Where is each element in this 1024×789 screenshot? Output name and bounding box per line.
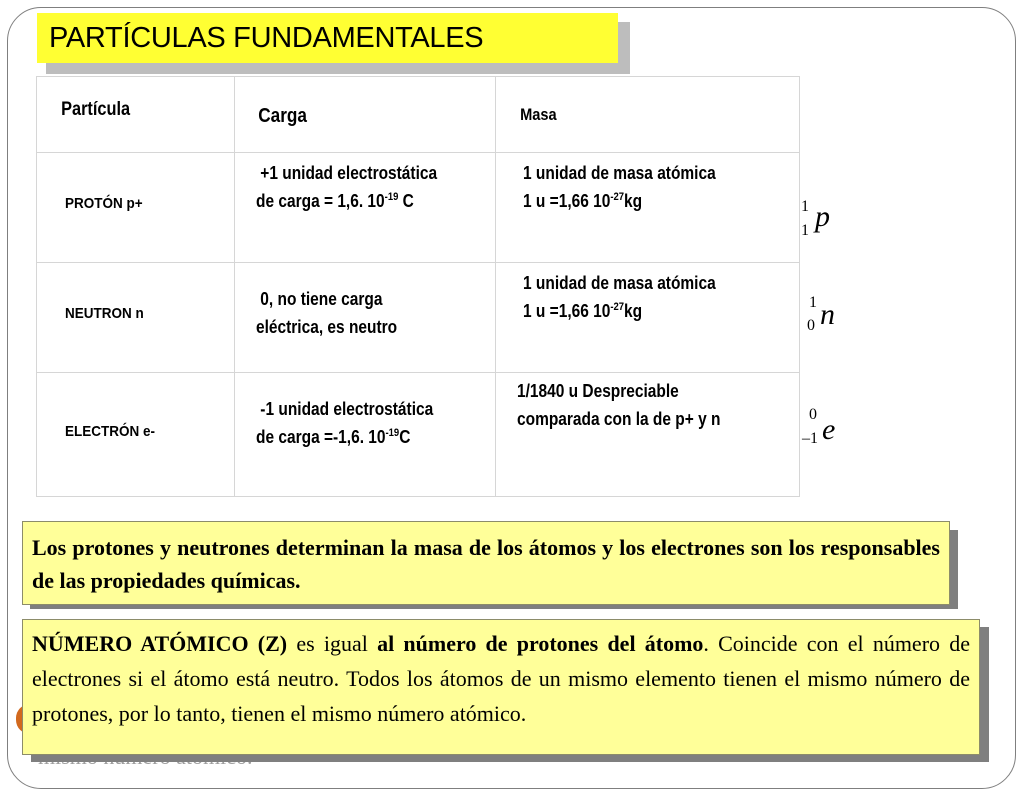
- definition-text: NÚMERO ATÓMICO (Z) es igual al número de protones del átomo. Coincide con el número de electrones si el átomo está neutro. Todos los átomos de un mismo elemento tienen el mismo número de protones, por lo tanto, tienen el mismo número atómico.: [32, 631, 971, 726]
- nuclide-proton-symbol: p: [815, 200, 830, 233]
- definition-term: NÚMERO ATÓMICO (Z): [32, 631, 288, 656]
- charge-line1-neutron: 0, no tiene carga: [260, 289, 383, 309]
- nuclide-proton-atomic-number: 1: [801, 222, 809, 239]
- nuclide-electron-mass-number: 0: [809, 406, 817, 423]
- particle-name-proton: PROTÓN p+: [65, 195, 143, 212]
- table-header-row: [37, 77, 800, 153]
- nuclide-neutron-mass-number: 1: [809, 294, 817, 311]
- title-box: [37, 13, 618, 63]
- charge-line2-neutron: eléctrica, es neutro: [256, 317, 398, 337]
- nuclide-proton-mass-number: 1: [801, 198, 809, 215]
- mass-line1-neutron: 1 unidad de masa atómica: [523, 273, 716, 293]
- nuclide-neutron-atomic-number: 0: [807, 317, 815, 334]
- charge-line1-proton: +1 unidad electrostática: [260, 163, 438, 183]
- note-box: [22, 521, 950, 605]
- nuclide-electron-symbol: e: [822, 413, 836, 446]
- charge-line1-electron: -1 unidad electrostática: [260, 399, 434, 419]
- mass-line2-electron: comparada con la de p+ y n: [517, 409, 721, 429]
- table-row-neutron: [37, 263, 800, 373]
- particle-name-neutron: NEUTRON n: [65, 305, 144, 322]
- slide-title: PARTÍCULAS FUNDAMENTALES: [49, 22, 484, 54]
- definition-bold-phrase: al número de protones del átomo: [377, 631, 704, 656]
- nuclide-neutron-symbol: n: [820, 298, 835, 331]
- nuclide-proton: [790, 196, 850, 246]
- charge-line2-proton: de carga = 1,6. $10^{-19}$ C: [256, 191, 414, 211]
- table-row-electron: [37, 373, 800, 497]
- nuclide-electron: [798, 404, 858, 454]
- header-cell-charge: [235, 77, 496, 153]
- charge-line2-electron: de carga =-1,6. $10^{-19}C$: [256, 427, 411, 447]
- mass-line2-proton: 1 u =1,66 $10^{-27}kg$: [523, 191, 643, 211]
- charge-cell-neutron: [235, 263, 496, 373]
- nuclide-neutron: [798, 292, 858, 342]
- header-cell-mass: [496, 77, 800, 153]
- definition-box: [22, 619, 980, 755]
- mass-cell-electron: [496, 373, 800, 497]
- mass-line1-proton: 1 unidad de masa atómica: [523, 163, 716, 183]
- name-cell-electron: [37, 373, 235, 497]
- header-cell-particle: [37, 77, 235, 153]
- mass-line2-neutron: 1 u =1,66 $10^{-27}kg$: [523, 301, 643, 321]
- charge-cell-proton: [235, 153, 496, 263]
- note-text: Los protones y neutrones determinan la masa de los átomos y los electrones son los responsables de las propiedades químicas.: [32, 535, 940, 593]
- header-particle: Partícula: [61, 99, 131, 120]
- header-charge: Carga: [258, 105, 307, 127]
- particles-table: [36, 76, 800, 497]
- mass-cell-proton: [496, 153, 800, 263]
- name-cell-proton: [37, 153, 235, 263]
- mass-line1-electron: 1/1840 u Despreciable: [517, 381, 679, 401]
- mass-cell-neutron: [496, 263, 800, 373]
- particle-name-electron: ELECTRÓN e-: [65, 423, 156, 440]
- charge-cell-electron: [235, 373, 496, 497]
- nuclide-electron-atomic-number: –1: [802, 430, 818, 447]
- table-row-proton: [37, 153, 800, 263]
- name-cell-neutron: [37, 263, 235, 373]
- header-mass: Masa: [520, 105, 557, 124]
